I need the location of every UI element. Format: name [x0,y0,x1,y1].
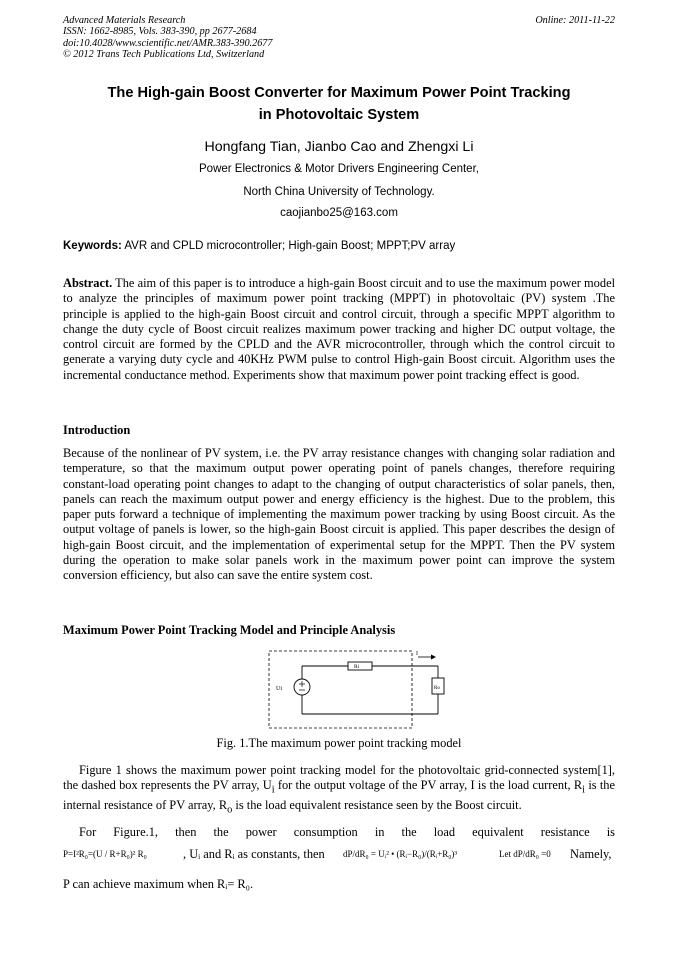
para1-text-c: for the output voltage of the PV array, I is the load current, R [274,778,583,793]
keywords-label: Keywords: [63,240,122,252]
pv-array-box [269,651,412,728]
title-line-2: in Photovoltaic System [258,107,420,123]
introduction-text [63,446,615,584]
figure-caption: Fig. 1.The maximum power point tracking model [216,736,462,750]
current-arrow-icon [431,655,436,660]
equation-line [63,845,615,873]
para1-text-a: Figure 1 shows the maximum power point tracking model for the photovoltaic grid-connected system[1], the dashed box represents the PV array, U [63,763,615,793]
copyright: © 2012 Trans Tech Publications Ltd, Switzerland [63,48,265,60]
para2-lead: For Figure.1, then the power consumption in the load equivalent resistance is [79,825,615,839]
para1-sub-f: o [227,804,233,816]
equation-power: P=I²R₀=(U / R+R₀)² R₀ [63,849,147,859]
equation-let: Let dP/dR₀ =0 [499,849,551,859]
paper-title [63,82,615,126]
para1-sub-d: i [582,784,586,796]
doi: doi:10.4028/www.scientific.net/AMR.383-390.2677 [63,37,273,49]
author-email: caojianbo25@163.com [280,207,398,219]
journal-name: Advanced Materials Research [63,15,186,26]
keywords [63,240,615,252]
abstract-text: The aim of this paper is to introduce a high-gain Boost circuit and to use the maximum power model to analyze the principles of maximum power point tracking (MPPT) in photovoltaic (PV) system .The principle is applied to the high-gain Boost circuit and control circuit, through a specific MPPT algorithm to change the duty cycle of Boost circuit realizes maximum power tracking and higher DC output voltage, the control circuit are formed by the CPLD and the AVR microcontroller, through which the control circuit to generate a varying duty cycle and 40KHz PWM pulse to control High-gain Boost circuit. Algorithm uses the incremental conductance method. Experiments show that maximum power point tracking effect is good. [63,276,616,382]
abstract [63,276,615,383]
online-date: Online: 2011-11-22 [535,15,615,26]
title-line-1: The High-gain Boost Converter for Maximum Power Point Tracking [107,85,571,101]
circuit-svg [268,650,453,730]
equation-mid-text: , Uᵢ and Rᵢ as constants, then [183,847,325,861]
label-i: I [416,651,418,657]
figure-description [63,763,615,818]
resistor-ri-icon [348,662,372,670]
issn: ISSN: 1662-8985, Vols. 383-390, pp 2677-2684 [63,26,257,38]
abstract-label: Abstract. [63,276,113,290]
intro-paragraph: Because of the nonlinear of PV system, i.e. the PV array resistance changes with changing solar radiation and temperature, so that the maximum output power operating point of panels changes, therefore requiring constant-load operating point changes to adapt to the changing of output characteristics of solar panels, then, panels can reach the maximum output power and energy efficiency is the highest. Due to the problem, this paper puts forward a technique of implementing the maximum power tracking by using Boost circuit. As the output voltage of panels is lower, so the high-gain Boost circuit is applied. This paper describes the design of high-gain Boost circuit, and the implementation of experimental setup for the MPPT. Then the PV system during the operation to make solar panels work in the maximum power point can improve the system conversion efficiency, but also can save the entire system cost. [63,446,615,583]
journal-header [63,15,615,60]
authors: Hongfang Tian, Jianbo Cao and Zhengxi Li [204,139,474,155]
para1-sub-b: i [271,784,275,796]
affiliation-line-1: Power Electronics & Motor Drivers Engineering Center, [199,163,479,175]
para3: P can achieve maximum when Rᵢ= R₀. [63,877,254,891]
affiliation-line-2: North China University of Technology. [243,186,435,198]
equation-derivative: dP/dR₀ = Uᵢ² • (Rᵢ−R₀)/(Rᵢ+R₀)³ [343,849,458,859]
equation-namely: Namely, [570,847,612,861]
keywords-text: AVR and CPLD microcontroller; High-gain Boost; MPPT;PV array [124,240,456,252]
para1-text-g: is the load equivalent resistance seen by the Boost circuit. [232,798,522,813]
para1-text-e: is the internal resistance of PV array, R [63,778,615,813]
circuit-diagram [268,650,453,730]
section-heading-introduction: Introduction [63,423,131,437]
label-ro: Ro [434,686,440,691]
label-ui: Ui [276,686,282,692]
section-heading-mppt: Maximum Power Point Tracking Model and Principle Analysis [63,623,396,637]
label-ri: Ri [354,664,360,670]
